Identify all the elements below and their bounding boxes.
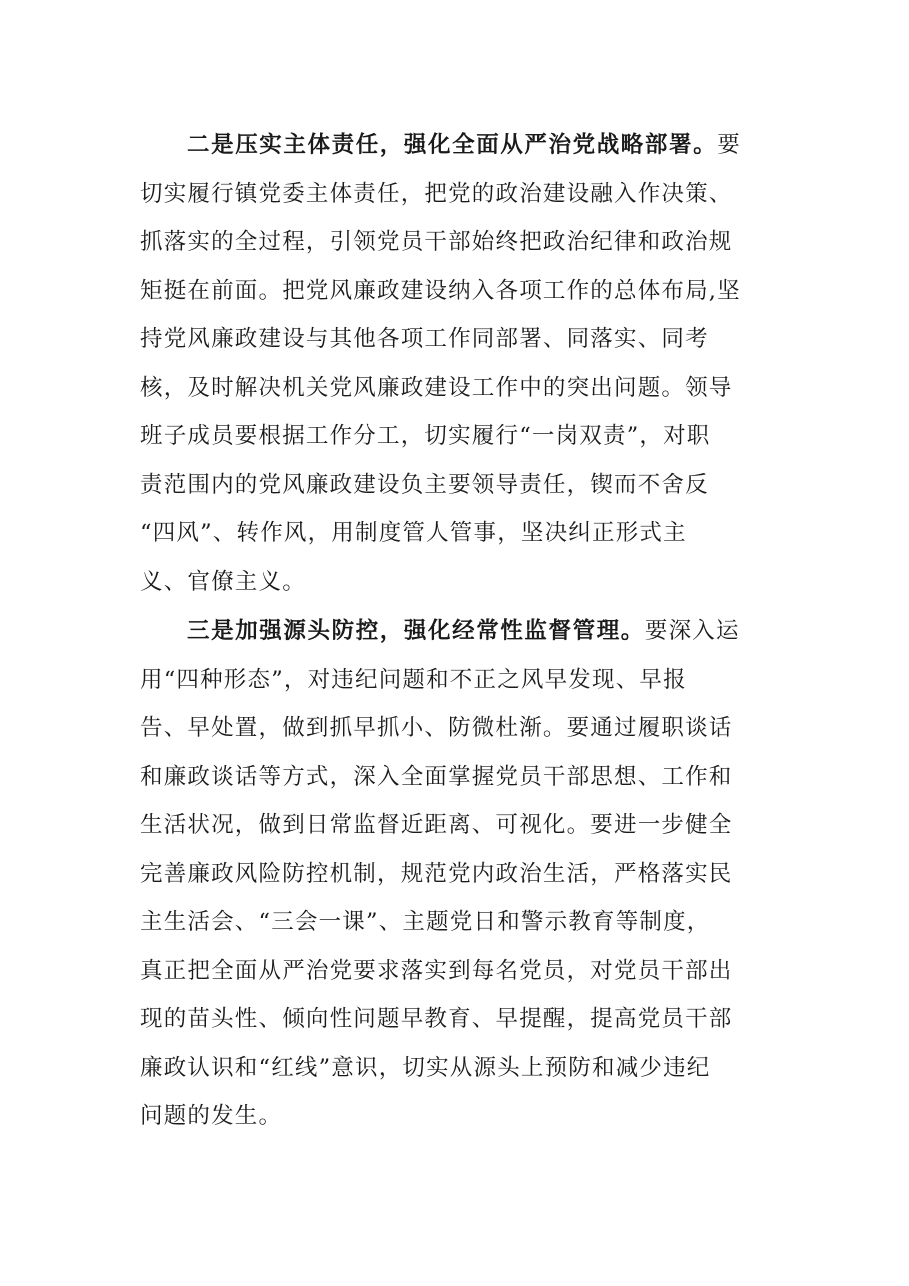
paragraph-supervision <box>140 612 765 1146</box>
paragraph-line: 现的苗头性、倾向性问题早教育、早提醒，提高党员干部 <box>140 1006 733 1032</box>
paragraph-line: 核，及时解决机关党风廉政建设工作中的突出问题。领导 <box>140 374 733 401</box>
paragraph-line: 生活状况，做到日常监督近距离、可视化。要进一步健全 <box>140 812 733 838</box>
paragraph-line: 和廉政谈话等方式，深入全面掌握党员干部思想、工作和 <box>140 763 733 790</box>
paragraph-line: 告、早处置，做到抓早抓小、防微杜渐。要通过履职谈话 <box>140 715 733 741</box>
paragraph-line: 抓落实的全过程，引领党员干部始终把政治纪律和政治规 <box>140 229 733 255</box>
paragraph-line: 问题的发生。 <box>140 1103 283 1129</box>
paragraph-line: “四风”、转作风，用制度管人管事，坚决纠正形式主 <box>140 520 687 546</box>
paragraph-responsibility <box>140 126 765 611</box>
paragraph-line: 矩挺在前面。把党风廉政建设纳入各项工作的总体布局,坚 <box>140 277 741 304</box>
paragraph-line: 廉政认识和“红线”意识，切实从源头上预防和减少违纪 <box>140 1054 711 1081</box>
paragraph-line: 义、官僚主义。 <box>140 568 306 595</box>
paragraph-line <box>140 612 765 661</box>
paragraph-line: 持党风廉政建设与其他各项工作同部署、同落实、同考 <box>140 326 709 352</box>
paragraph-line: 完善廉政风险防控机制，规范党内政治生活，严格落实民 <box>140 860 733 887</box>
paragraph-line <box>140 126 765 175</box>
paragraph-heading: 二是压实主体责任，强化全面从严治党战略部署。 <box>187 132 718 158</box>
paragraph-line: 班子成员要根据工作分工，切实履行“一岗双责”，对职 <box>140 423 711 449</box>
paragraph-heading: 三是加强源头防控，强化经常性监督管理。 <box>187 618 645 644</box>
line-text: 要 <box>717 132 741 158</box>
paragraph-line: 切实履行镇党委主体责任，把党的政治建设融入作决策、 <box>140 180 733 207</box>
paragraph-line: 真正把全面从严治党要求落实到每名党员，对党员干部出 <box>140 957 733 984</box>
paragraph-line: 责范围内的党风廉政建设负主要领导责任，锲而不舍反 <box>140 471 709 498</box>
paragraph-line: 用“四种形态”，对违纪问题和不正之风早发现、早报 <box>140 666 687 693</box>
line-text: 要深入运 <box>644 618 740 644</box>
paragraph-line: 主生活会、“三会一课”、主题党日和警示教育等制度， <box>140 909 711 935</box>
